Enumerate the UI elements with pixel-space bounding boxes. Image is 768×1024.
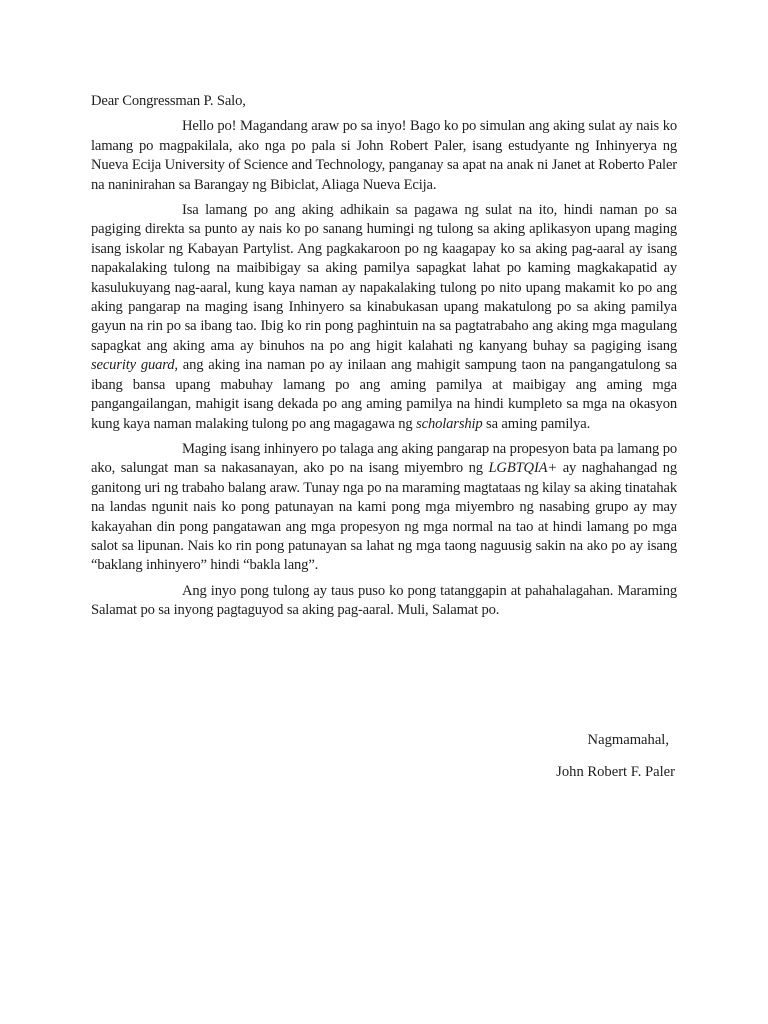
- paragraph-aspiration: [91, 440, 677, 576]
- signature-name: John Robert F. Paler: [556, 764, 675, 781]
- closing-phrase: Nagmamahal,: [587, 732, 669, 748]
- paragraph-request: [91, 201, 677, 434]
- paragraph-request-text-3: sa aming pamilya.: [482, 415, 591, 432]
- emphasis-scholarship: scholarship: [416, 415, 483, 432]
- paragraph-introduction: Hello po! Magandang araw po sa inyo! Bago ko po simulan ang aking sulat ay nais ko lamang po magpakilala, ako nga po pala si John Robert Paler, isang estudyante ng Inhinyerya ng Nueva Ecija University of Science and Technology, panganay sa apat na anak ni Janet at Roberto Paler na naninirahan sa Barangay ng Bibiclat, Aliaga Nueva Ecija.: [91, 118, 677, 193]
- paragraph-aspiration-text-2: ay naghahangad ng ganitong uri ng trabaho balang araw. Tunay nga po na maraming magtataas ng kilay sa aking tinatahak na landas ngunit nais ko pong patunayan na kami pong mga miyembro ng nasabing grupo ay may kakayahan din pong pangatawan ang mga propesyon ng mga normal na tao at hindi lamang po mga salot sa lipunan. Nais ko rin pong patunayan sa lahat ng mga taong naguusig sakin na ako po ay isang “baklang inhinyero” hindi “bakla lang”.: [91, 460, 677, 574]
- paragraph-request-text-2: ang aking ina naman po ay inilaan ang mahigit sampung taon na pangangatulong sa ibang bansa upang mabuhay lamang po ang aming pamilya at maibigay ang aming mga pangangailangan, mahigit isang dekada po ang aming pamilya na hindi kumpleto sa mga na okasyon kung kaya naman malaking tulong po ang magagawa ng: [91, 357, 677, 432]
- letter-body: [91, 92, 677, 627]
- closing-block: [91, 731, 675, 783]
- emphasis-security-guard: security guard,: [91, 357, 178, 374]
- salutation: Dear Congressman P. Salo,: [91, 93, 246, 109]
- emphasis-lgbtqia: LGBTQIA+: [488, 460, 558, 477]
- paragraph-thanks: Ang inyo pong tulong ay taus puso ko pong tatanggapin at pahahalagahan. Maraming Salamat po sa inyong pagtaguyod sa aking pag-aaral. Muli, Salamat po.: [91, 582, 677, 619]
- paragraph-request-text-1: Isa lamang po ang aking adhikain sa pagawa ng sulat na ito, hindi naman po sa pagiging direkta sa punto ay nais ko po sanang humingi ng tulong sa aking aplikasyon upang maging isang iskolar ng Kabayan Partylist. Ang pagkakaroon po ng kaagapay ko sa aking pag-aaral ay isang napakalaking tulong na maibibigay sa aking pamilya sapagkat lahat po kaming magkakapatid ay kasulukuyang nag-aaral, kung kaya naman ay napakalaking tulong po nito upang makamit ko po ang aking pangarap na maging isang Inhinyero sa kinabukasan upang makatulong po sa aking pamilya gayun na rin po sa ibang tao. Ibig ko rin pong paghintuin na sa pagtatrabaho ang aking mga magulang sapagkat ang aking ama ay binuhos na po ang higit kalahati ng kanyang buhay sa pagiging isang: [91, 202, 677, 354]
- paragraph-aspiration-text-1: Maging isang inhinyero po talaga ang aking pangarap na propesyon bata pa lamang po ako, salungat man sa nakasanayan, ako po na isang miyembro ng: [91, 440, 677, 477]
